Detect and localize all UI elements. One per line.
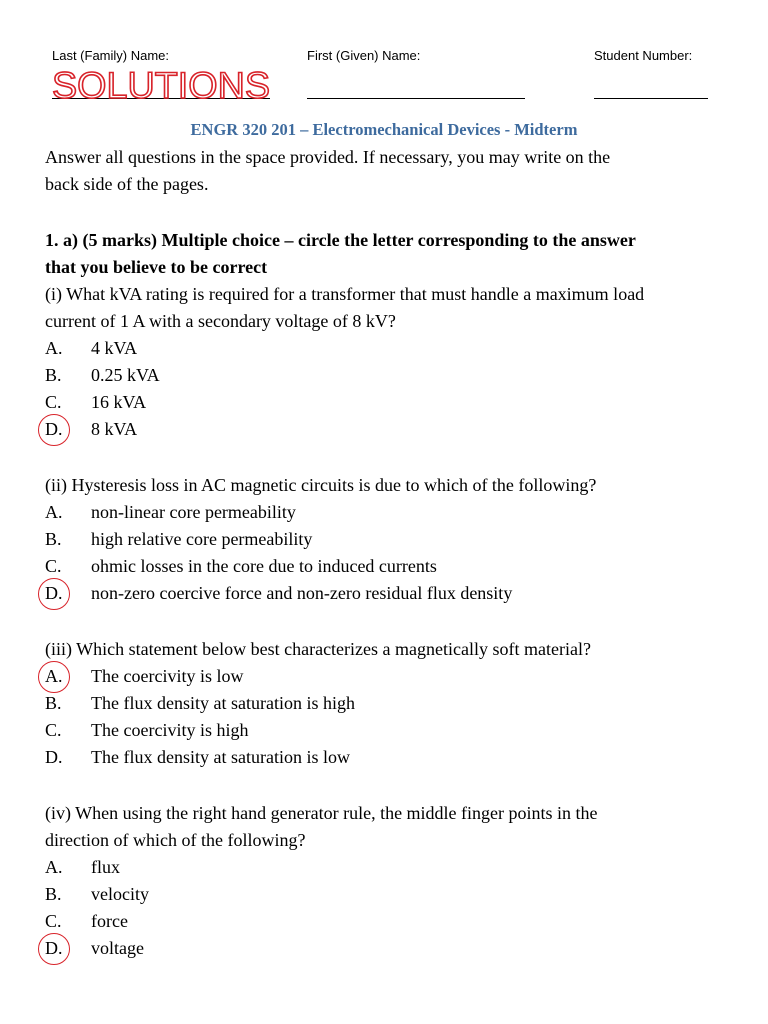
- option-text: 4 kVA: [91, 338, 138, 358]
- option-letter[interactable]: D.: [45, 938, 63, 958]
- exam-title: ENGR 320 201 – Electromechanical Devices - Midterm: [190, 120, 578, 139]
- option-text: 0.25 kVA: [91, 365, 160, 385]
- option-text: non-zero coercive force and non-zero residual flux density: [91, 583, 513, 603]
- question-prompt: direction of which of the following?: [45, 830, 306, 850]
- option-letter[interactable]: C.: [45, 556, 62, 576]
- option-text: voltage: [91, 938, 144, 958]
- option-letter[interactable]: B.: [45, 365, 62, 385]
- answer-circle: [38, 933, 70, 965]
- question-prompt: (iii) Which statement below best characterizes a magnetically soft material?: [45, 639, 591, 659]
- option-letter[interactable]: C.: [45, 720, 62, 740]
- option-text: The flux density at saturation is high: [91, 693, 355, 713]
- option-text: The coercivity is high: [91, 720, 249, 740]
- option-letter[interactable]: D.: [45, 747, 63, 767]
- question-heading: 1. a) (5 marks) Multiple choice – circle the letter corresponding to the answer: [45, 230, 636, 250]
- option-text: velocity: [91, 884, 149, 904]
- option-text: force: [91, 911, 128, 931]
- option-text: The coercivity is low: [91, 666, 244, 686]
- option-text: high relative core permeability: [91, 529, 313, 549]
- student-number-label: Student Number:: [594, 48, 693, 63]
- option-text: 8 kVA: [91, 419, 138, 439]
- question-heading: that you believe to be correct: [45, 257, 268, 277]
- answer-circle: [38, 661, 70, 693]
- option-letter[interactable]: A.: [45, 502, 63, 522]
- option-letter[interactable]: D.: [45, 419, 63, 439]
- student-number-line: [594, 98, 708, 99]
- first-name-label: First (Given) Name:: [307, 48, 421, 63]
- question-prompt: current of 1 A with a secondary voltage of 8 kV?: [45, 311, 396, 331]
- answer-circle: [38, 578, 70, 610]
- option-letter[interactable]: C.: [45, 911, 62, 931]
- option-letter[interactable]: A.: [45, 666, 63, 686]
- option-letter[interactable]: B.: [45, 529, 62, 549]
- last-name-label: Last (Family) Name:: [52, 48, 170, 63]
- option-letter[interactable]: C.: [45, 392, 62, 412]
- option-text: The flux density at saturation is low: [91, 747, 350, 767]
- first-name-line: [307, 98, 525, 99]
- question-prompt: (ii) Hysteresis loss in AC magnetic circuits is due to which of the following?: [45, 475, 597, 495]
- option-text: ohmic losses in the core due to induced currents: [91, 556, 437, 576]
- option-text: flux: [91, 857, 120, 877]
- option-letter[interactable]: D.: [45, 583, 63, 603]
- instructions-line: back side of the pages.: [45, 174, 209, 194]
- svg-text:SOLUTIONS: SOLUTIONS: [52, 65, 270, 106]
- answer-circle: [38, 414, 70, 446]
- option-letter[interactable]: A.: [45, 338, 63, 358]
- option-text: non-linear core permeability: [91, 502, 296, 522]
- handwritten-name: [50, 60, 272, 106]
- question-prompt: (iv) When using the right hand generator rule, the middle finger points in the: [45, 803, 598, 823]
- option-letter[interactable]: B.: [45, 693, 62, 713]
- instructions-line: Answer all questions in the space provided. If necessary, you may write on the: [45, 147, 611, 167]
- option-letter[interactable]: B.: [45, 884, 62, 904]
- option-text: 16 kVA: [91, 392, 147, 412]
- question-prompt: (i) What kVA rating is required for a transformer that must handle a maximum load: [45, 284, 645, 304]
- option-letter[interactable]: A.: [45, 857, 63, 877]
